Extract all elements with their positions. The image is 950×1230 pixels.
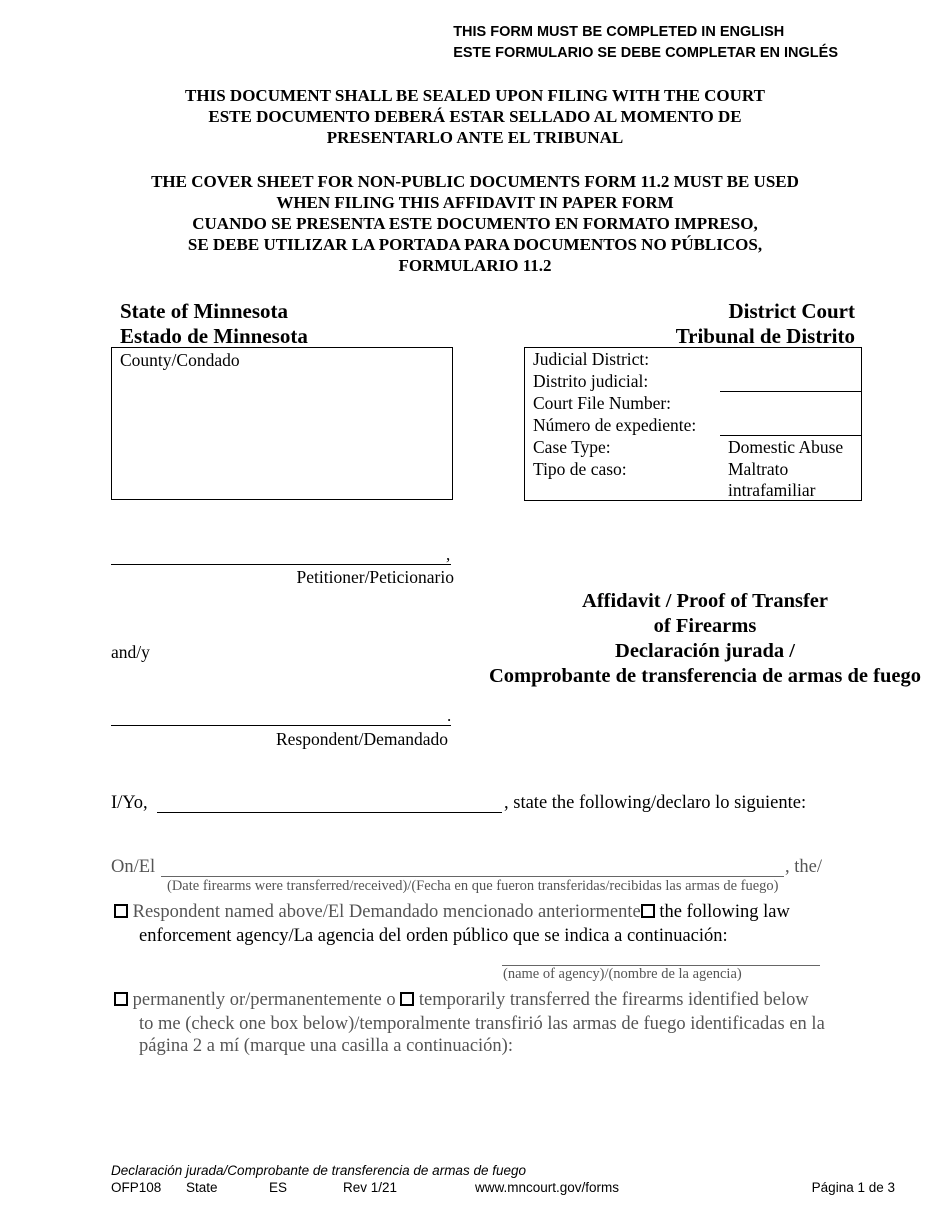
statement-suffix: , state the following/declaro lo siguiente: bbox=[504, 793, 807, 813]
notice-line: THIS FORM MUST BE COMPLETED IN ENGLISH bbox=[453, 24, 785, 40]
agency-caption: (name of agency)/(nombre de la agencia) bbox=[503, 966, 742, 982]
notice-line: SE DEBE UTILIZAR LA PORTADA PARA DOCUMENTOS NO PÚBLICOS, bbox=[187, 235, 763, 254]
case-type-value: intrafamiliar bbox=[728, 480, 816, 500]
temporary-checkbox[interactable] bbox=[400, 992, 414, 1006]
respondent-name-field[interactable] bbox=[111, 725, 451, 726]
option-agency-label-cont: enforcement agency/La agencia del orden público que se indica a continuación: bbox=[139, 926, 728, 946]
case-type-value: Maltrato bbox=[728, 459, 789, 479]
title-line: Declaración jurada / bbox=[615, 640, 795, 662]
respondent-checkbox[interactable] bbox=[114, 904, 128, 918]
english-required-notice bbox=[453, 22, 838, 64]
state-name-es: Estado de Minnesota bbox=[120, 324, 308, 348]
notice-line: CUANDO SE PRESENTA ESTE DOCUMENTO EN FORMATO IMPRESO, bbox=[192, 214, 758, 233]
distrito-judicial-label: Distrito judicial: bbox=[533, 371, 649, 391]
footer-page: Página 1 de 3 bbox=[811, 1180, 895, 1195]
notice-line: THIS DOCUMENT SHALL BE SEALED UPON FILING WITH THE COURT bbox=[185, 86, 765, 105]
agency-checkbox[interactable] bbox=[641, 904, 655, 918]
case-type-label: Case Type: bbox=[533, 437, 611, 457]
footer-title: Declaración jurada/Comprobante de transferencia de armas de fuego bbox=[111, 1163, 526, 1178]
sealed-notice bbox=[0, 85, 950, 148]
statement-prefix: I/Yo, bbox=[111, 793, 148, 813]
state-heading bbox=[120, 299, 308, 349]
case-info-box bbox=[524, 347, 862, 501]
court-name-es: Tribunal de Distrito bbox=[675, 324, 855, 348]
transfer-label-cont: to me (check one box below)/temporalmente transfirió las armas de fuego identificadas en la página 2 a mí (marque una casilla a continuación): bbox=[139, 1014, 825, 1056]
footer-row bbox=[111, 1180, 895, 1198]
notice-line: PRESENTARLO ANTE EL TRIBUNAL bbox=[326, 128, 624, 147]
footer-rev: Rev 1/21 bbox=[343, 1180, 398, 1195]
document-title bbox=[420, 589, 950, 689]
affiant-name-field[interactable] bbox=[157, 812, 502, 813]
petitioner-comma: , bbox=[446, 545, 451, 564]
county-field[interactable] bbox=[111, 347, 453, 500]
cover-sheet-notice bbox=[0, 171, 950, 276]
respondent-period: . bbox=[447, 706, 452, 725]
permanent-checkbox[interactable] bbox=[114, 992, 128, 1006]
notice-line: THE COVER SHEET FOR NON-PUBLIC DOCUMENTS FORM 11.2 MUST BE USED bbox=[151, 172, 799, 191]
title-line: of Firearms bbox=[653, 615, 757, 637]
transfer-date-field[interactable] bbox=[161, 876, 784, 877]
date-suffix: , the/ bbox=[785, 857, 822, 877]
notice-line: ESTE DOCUMENTO DEBERÁ ESTAR SELLADO AL MOMENTO DE bbox=[208, 107, 742, 126]
petitioner-name-field[interactable] bbox=[111, 564, 451, 565]
footer-lang: ES bbox=[269, 1180, 288, 1195]
state-name-en: State of Minnesota bbox=[120, 299, 288, 323]
footer-level: State bbox=[186, 1180, 218, 1195]
date-caption: (Date firearms were transferred/received)/(Fecha en que fueron transferidas/recibidas las armas de fuego) bbox=[167, 878, 779, 894]
temporary-label: temporarily transferred the firearms identified below bbox=[418, 990, 809, 1010]
case-type-value: Domestic Abuse bbox=[728, 437, 844, 457]
notice-line: WHEN FILING THIS AFFIDAVIT IN PAPER FORM bbox=[276, 193, 674, 212]
judicial-district-field[interactable] bbox=[720, 391, 861, 392]
title-line: Affidavit / Proof of Transfer bbox=[582, 590, 828, 612]
notice-line: FORMULARIO 11.2 bbox=[398, 256, 552, 275]
court-name-en: District Court bbox=[728, 299, 855, 323]
numero-expediente-label: Número de expediente: bbox=[533, 415, 697, 435]
judicial-district-label: Judicial District: bbox=[533, 349, 650, 369]
court-heading bbox=[676, 299, 855, 349]
notice-line: ESTE FORMULARIO SE DEBE COMPLETAR EN INGLÉS bbox=[453, 45, 838, 61]
permanent-label: permanently or/permanentemente o bbox=[132, 990, 396, 1010]
respondent-label: Respondent/Demandado bbox=[275, 729, 448, 749]
county-label: County/Condado bbox=[120, 350, 240, 370]
court-file-number-label: Court File Number: bbox=[533, 393, 672, 413]
petitioner-label: Petitioner/Peticionario bbox=[296, 567, 454, 587]
footer-form-id: OFP108 bbox=[111, 1180, 162, 1195]
tipo-caso-label: Tipo de caso: bbox=[533, 459, 627, 479]
option-respondent-label: Respondent named above/El Demandado mencionado anteriormente bbox=[132, 902, 641, 922]
option-agency-label: the following law bbox=[659, 902, 790, 922]
and-or-label: and/y bbox=[111, 642, 150, 662]
title-line: Comprobante de transferencia de armas de fuego bbox=[489, 665, 921, 687]
footer-url[interactable]: www.mncourt.gov/forms bbox=[475, 1180, 620, 1195]
date-prefix: On/El bbox=[111, 857, 156, 877]
